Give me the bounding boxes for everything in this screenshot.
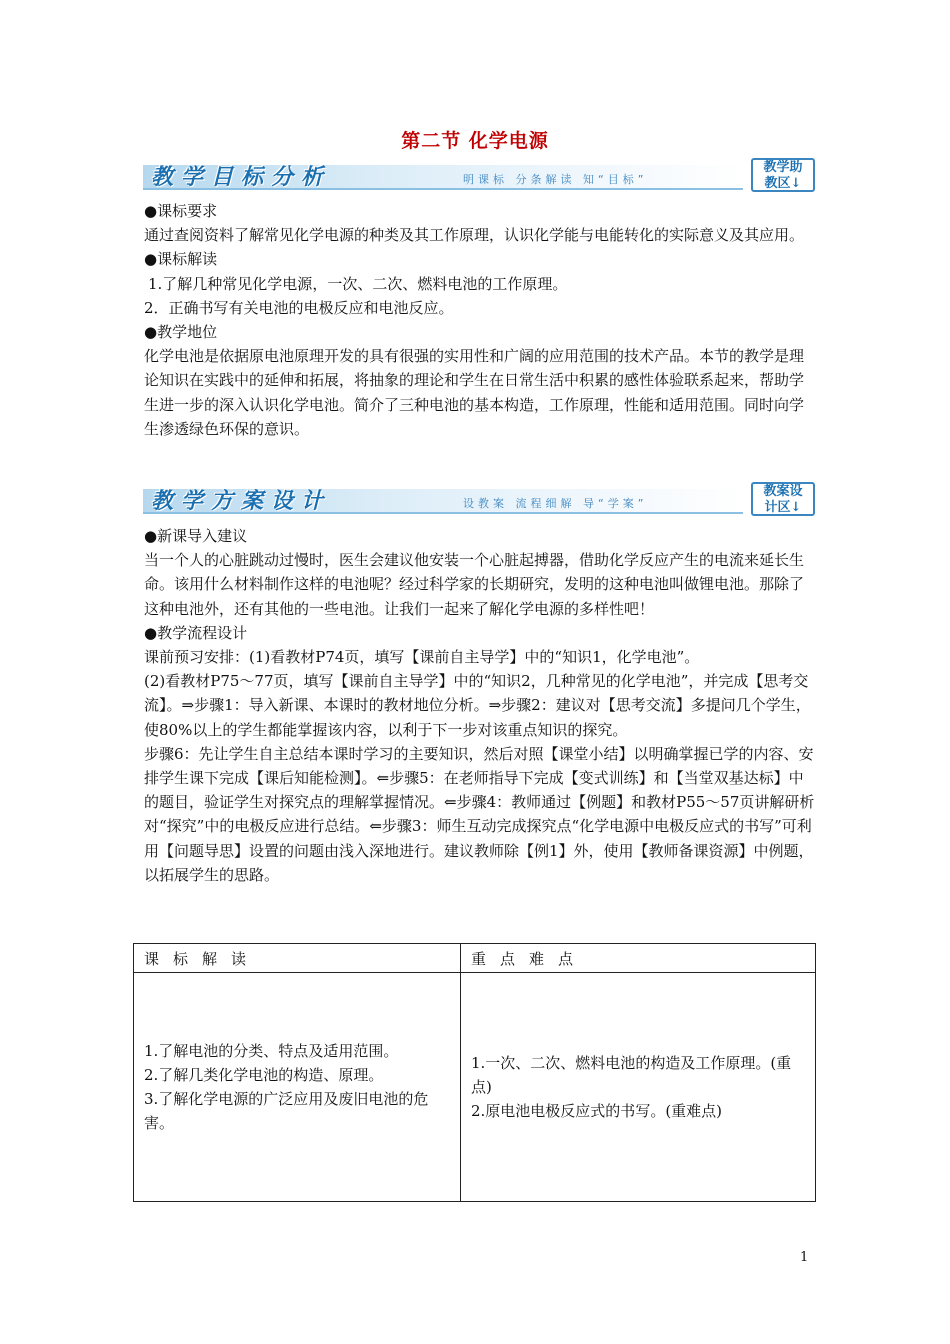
table-header-row [134, 944, 816, 973]
list-item: 1.一次、二次、燃料电池的构造及工作原理。(重点) [471, 1054, 792, 1096]
banner-subtitle: 明课标 分条解读 知“目标” [463, 173, 648, 186]
banner-title: 教学目标分析 [151, 164, 332, 190]
list-item: 2.了解几类化学电池的构造、原理。 [144, 1066, 384, 1084]
design-text [144, 524, 816, 887]
paragraph: 课前预习安排：(1)看教材P74页，填写【课前自主导学】中的“知识1，化学电池”。 [144, 648, 700, 667]
banner-subtitle: 设教案 流程细解 导“学案” [463, 497, 648, 510]
banner-title: 教学方案设计 [151, 488, 332, 514]
paragraph: 当一个人的心脏跳动过慢时，医生会建议他安装一个心脏起搏器，借助化学反应产生的电流来延长生命。该用什么材料制作这样的电池呢？经过科学家的长期研究，发明的这种电池叫做锂电池。那除了这种电池外，还有其他的一些电池。让我们一起来了解化学电源的多样性吧！ [144, 551, 805, 618]
table-cell [461, 973, 816, 1202]
table-header-cell: 重点难点 [461, 944, 816, 973]
heading-intro-suggestion: ●新课导入建议 [144, 527, 248, 545]
heading-teaching-status: ●教学地位 [144, 323, 218, 342]
page-number: 1 [800, 1250, 809, 1265]
page-title: 第二节 化学电源 [401, 130, 549, 152]
table-row [134, 973, 816, 1202]
list-item: 2．正确书写有关电池的电极反应和电池反应。 [144, 298, 454, 317]
list-item: 1.了解电池的分类、特点及适用范围。 [144, 1042, 399, 1060]
objectives-table [133, 943, 816, 1202]
heading-curriculum-interpretation: ●课标解读 [144, 250, 218, 269]
section-banner-design [143, 482, 815, 518]
paragraph: 化学电池是依据原电池原理开发的具有很强的实用性和广阔的应用范围的技术产品。本节的教学是理论知识在实践中的延伸和拓展，将抽象的理论和学生在日常生活中积累的感性体验联系起来，帮助学生进一步的深入认识化学电池。简介了三种电池的基本构造，工作原理，性能和适用范围。同时向学生渗透绿色环保的意识。 [144, 347, 805, 438]
paragraph: 通过查阅资料了解常见化学电源的种类及其工作原理，认识化学能与电能转化的实际意义及其应用。 [144, 226, 805, 245]
table-cell [134, 973, 461, 1202]
table-header-cell: 课标解读 [134, 944, 461, 973]
heading-teaching-flow: ●教学流程设计 [144, 623, 248, 642]
banner-side-box: 教案设 计区↓ [751, 482, 815, 516]
objectives-text [144, 199, 816, 441]
list-item: 2.原电池电极反应式的书写。(重难点) [471, 1102, 723, 1120]
banner-side-box: 教学助 教区↓ [751, 158, 815, 192]
section-banner-objectives [143, 158, 815, 194]
paragraph: (2)看教材P75～77页，填写【课前自主导学】中的“知识2，几种常见的化学电池”，并完成【思考交流】。⇒步骤1：导入新课、本课时的教材地位分析。⇒步骤2：建议对【思考交流】多提问几个学生，使80%以上的学生都能掌握该内容，以利于下一步对该重点知识的探究。 [144, 672, 811, 739]
list-item: 1.了解几种常见化学电源，一次、二次、燃料电池的工作原理。 [148, 274, 568, 293]
paragraph: 步骤6：先让学生自主总结本课时学习的主要知识，然后对照【课堂小结】以明确掌握已学的内容、安排学生课下完成【课后知能检测】。⇐步骤5：在老师指导下完成【变式训练】和【当堂双基达标】中的题目，验证学生对探究点的理解掌握情况。⇐步骤4：教师通过【例题】和教材P55～57页讲解研析对“探究”中的电极反应进行总结。⇐步骤3：师生互动完成探究点“化学电源中电极反应式的书写”可利用【问题导思】设置的问题由浅入深地进行。建议教师除【例1】外，使用【教师备课资源】中例题，以拓展学生的思路。 [144, 744, 815, 884]
list-item: 3.了解化学电源的广泛应用及废旧电池的危害。 [144, 1090, 429, 1132]
heading-curriculum-requirement: ●课标要求 [144, 202, 218, 220]
